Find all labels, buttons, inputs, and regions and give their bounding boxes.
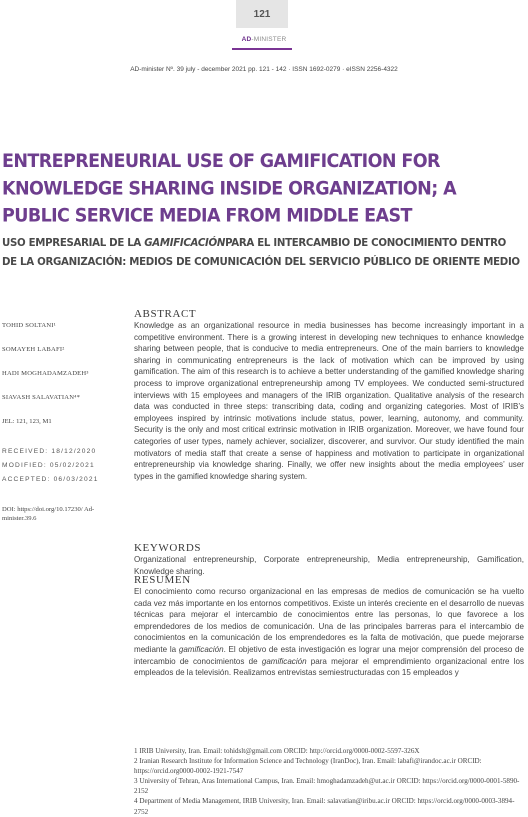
footnote-1: 1 IRIB University, Iran. Email: tohidslt@gmail.com ORCID: http://orcid.org/0000-0002-5597-326X [134, 747, 420, 755]
title-spanish [2, 234, 524, 272]
title-spanish-part1: USO EMPRESARIAL DE LA [2, 238, 145, 249]
footnote-2: 2 Iranian Research Institute for Information Science and Technology (IranDoc), Iran. Email: labafi@irandoc.ac.ir ORCID: https://orcid.org0000-0002-1921-7547 [134, 757, 482, 776]
resumen-text-c: . El objetivo de esta investigación es lograr una mejor comprensión del proceso de intercambio de conocimientos de [134, 644, 524, 666]
footnote-4: 4 Department of Media Management, IRIB University, Iran. Email: salavatian@iribu.ac.ir ORCID: https://orcid.org/0000-0003-3894-2752 [134, 797, 515, 816]
citation-line: AD-minister Nº. 39 july - december 2021 pp. 121 - 142 · ISSN 1692-0279 · eISSN 2256-4322 [130, 66, 398, 73]
keywords-heading: KEYWORDS [134, 542, 202, 554]
keywords-text: Organizational entrepreneurship, Corporate entrepreneurship, Media entrepreneurship, Gamification, Knowledge sharing. [134, 555, 524, 576]
journal-logo [0, 36, 528, 43]
abstract-text: Knowledge as an organizational resource in media businesses has become increasingly important in a competitive environment. There is a growing interest in developing new techniques to enhance knowledge sharing between people, that is conducive to media entrepreneurs. One of the main barriers to knowledge sharing in communicating entrepreneurs is the lack of motivation which can be improved by using gamification. The aim of this research is to achieve a better understanding of the gamified knowledge sharing process to improve organizational entrepreneurship among TV employees. We conducted semi-structured interviews with 15 employees and managers of the IRIB organization. Qualitative analysis of the research data was conducted in three steps: transcribing data, coding and organizing categories. Most of IRIB’s employees inspired by intrinsic motivations include status, power, learning, autonomy, and community. Security is the only and most critical extrinsic motivation in IRIB organization. Moreover, we have found four categories of user types, namely achiever, socializer, discoverer, and survivor. Our study identified the main motivators of media staff that create a sense of happiness and motivation to participate in organizational entrepreneurship via knowledge sharing. Finally, we offer new insights about the media employees’ user types in the gamified knowledge sharing system. [134, 321, 524, 481]
keywords-section [134, 542, 524, 577]
resumen-section [134, 574, 524, 679]
author-3: HADI MOGHADAMZADEH³ [2, 370, 89, 377]
resumen-text-italic-2: gamificación [261, 656, 307, 666]
title-spanish-italic: GAMIFICACIÓN [144, 238, 226, 249]
footnotes [134, 746, 524, 817]
resumen-text-italic-1: gamificación [178, 644, 224, 654]
footnote-3: 3 University of Tehran, Aras International Campus, Iran. Email: hmoghadamzadeh@ut.ac.ir ORCID: https://orcid.org/0000-0001-5890-2152 [134, 777, 520, 796]
journal-logo-rule [232, 48, 292, 50]
title-english: ENTREPRENEURIAL USE OF GAMIFICATION FOR KNOWLEDGE SHARING INSIDE ORGANIZATION; A PUBLIC SERVICE MEDIA FROM MIDDLE EAST [2, 151, 457, 227]
journal-logo-minister: -MINISTER [251, 36, 287, 43]
resumen-text-e: para mejorar el emprendimiento organizacional entre los empleados de la televisión. Realizamos entrevistas semiestructuradas con 15 empleados y [134, 656, 525, 678]
doi-link[interactable]: DOI: https://doi.org/10.17230/ Ad-minister.39.6 [2, 506, 95, 522]
title-spanish-part2: PARA EL INTERCAMBIO DE CONOCIMIENTO DENTRO DE LA ORGANIZACIÓN: MEDIOS DE COMUNICACIÓN DEL SERVICIO PÚBLICO DE ORIENTE MEDIO [2, 238, 520, 268]
author-4: SIAVASH SALAVATIAN⁴* [2, 394, 81, 401]
received-date: RECEIVED: 18/12/2020 [2, 448, 97, 455]
abstract-heading: ABSTRACT [134, 308, 197, 320]
modified-date: MODIFIED: 05/02/2021 [2, 462, 95, 469]
author-1: TOHID SOLTANI¹ [2, 322, 56, 329]
accepted-date: ACCEPTED: 06/03/2021 [2, 476, 99, 483]
resumen-text [134, 586, 524, 679]
page-number: 121 [236, 0, 288, 28]
jel-codes: JEL: 121, 123, M1 [2, 418, 52, 425]
abstract-section [134, 308, 524, 482]
author-2: SOMAYEH LABAFI² [2, 346, 65, 353]
resumen-heading: RESUMEN [134, 574, 191, 586]
journal-logo-ad: AD [241, 36, 252, 43]
resumen-text-a: El conocimiento como recurso organizacional en las empresas de medios de comunicación se ha vuelto cada vez más importante en los entornos competitivos. Existe un interés creciente en el desarrollo de nuevas técnicas para mejorar el intercambio de conocimientos entre las personas, lo que favorece a los emprendedores de los medios de comunicación. Una de las principales barreras para el intercambio de conocimientos en la comunicación de los emprendedores es la falta de motivación, que puede mejorarse mediante la [134, 587, 524, 654]
